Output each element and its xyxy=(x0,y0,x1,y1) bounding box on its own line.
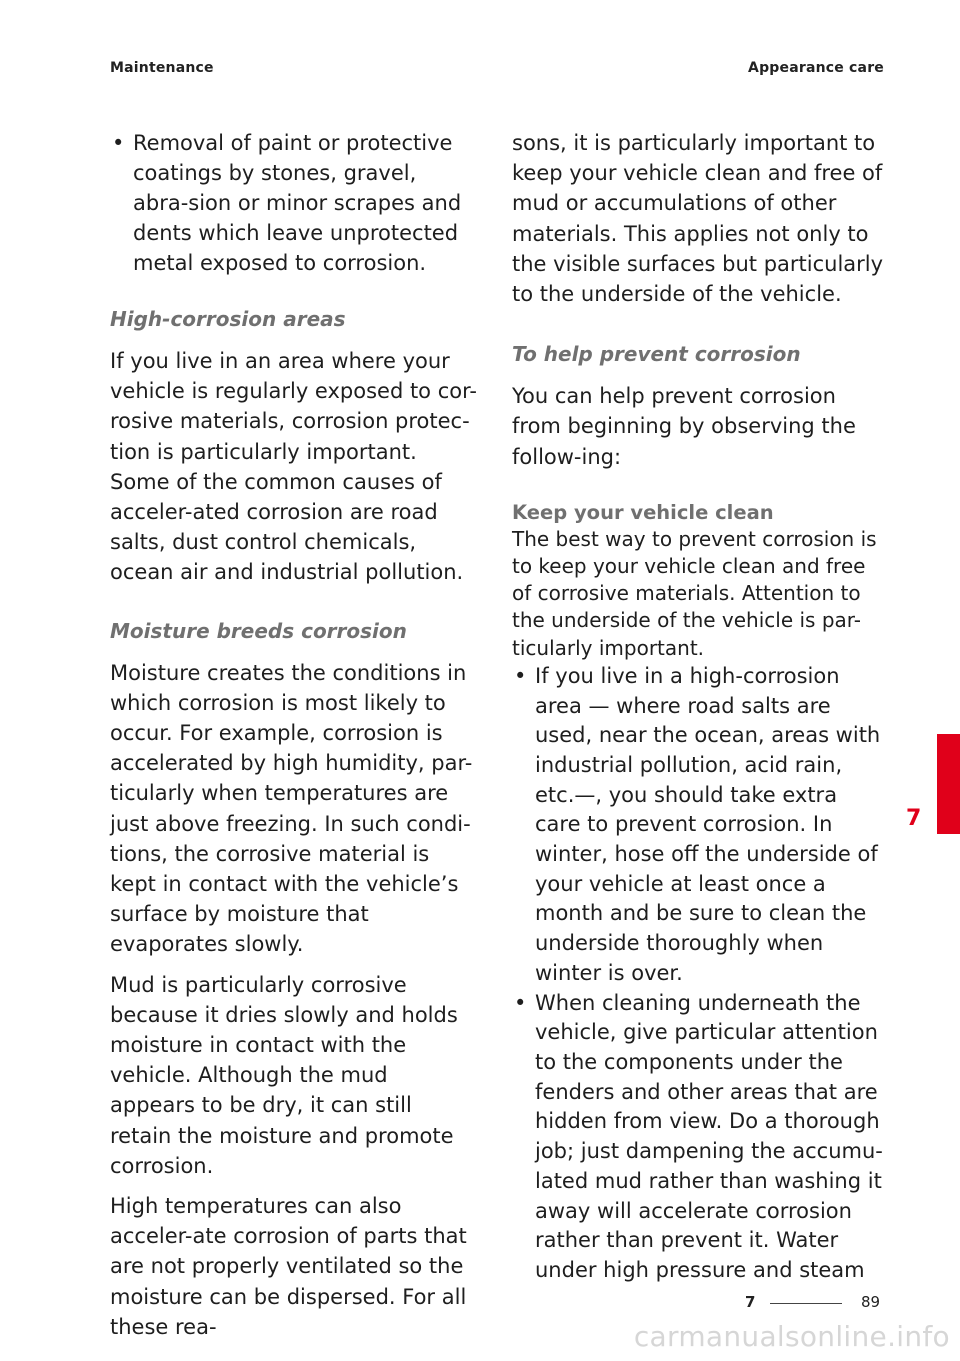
bullet-item xyxy=(110,128,478,278)
body-paragraph: You can help prevent corrosion from beginning by observing the follow-ing: xyxy=(512,384,856,469)
bullet-dot: • xyxy=(112,131,125,155)
body-paragraph: sons, it is particularly important to keep your vehicle clean and free of mud or accumulations of other materials. This applies not only to the visible surfaces but particularly to the underside of the vehicle. xyxy=(512,131,884,307)
bullet-item xyxy=(512,989,884,1286)
right-column xyxy=(512,128,884,1286)
footer-page-number: 89 xyxy=(861,1293,881,1311)
bullet-dot: • xyxy=(514,663,527,688)
bullet-text: If you live in a high-corrosion area — where road salts are used, near the ocean, areas with industrial pollution, acid rain, etc.—, you should take extra care to prevent corrosion. In winter, hose off the underside of your vehicle at least once a month and be sure to clean the underside thoroughly when winter is over. xyxy=(535,663,881,985)
subsection-heading: Keep your vehicle clean xyxy=(512,500,774,524)
footer-chapter-number: 7 xyxy=(745,1293,756,1311)
running-header-topic: Appearance care xyxy=(748,60,884,76)
watermark-text: carmanualsonline.info xyxy=(633,1320,950,1353)
body-paragraph: The best way to prevent corrosion is to keep your vehicle clean and free of corrosive materials. Attention to the underside of the vehicle is par-ticularly important. xyxy=(512,526,877,660)
body-paragraph: Mud is particularly corrosive because it dries slowly and holds moisture in contact with the vehicle. Although the mud appears to be dry, it can still retain the moisture and promote corrosion. xyxy=(110,972,458,1178)
bullet-text: When cleaning underneath the vehicle, give particular attention to the components under the fenders and other areas that are hidden from view. Do a thorough job; just dampening the accumu-lated mud rather than washing it away will accelerate corrosion rather than prevent it. Water under high pressure and steam xyxy=(535,990,883,1282)
body-paragraph: If you live in an area where your vehicle is regularly exposed to cor-rosive materials, corrosion protec-tion is particularly important. Some of the common causes of acceler-ated corrosion are road salts, dust control chemicals, ocean air and industrial pollution. xyxy=(110,349,477,585)
bullet-item xyxy=(512,662,884,989)
body-paragraph: Moisture creates the conditions in which corrosion is most likely to occur. For example, corrosion is accelerated by high humidity, par-ticularly when temperatures are just above freezing. In such condi-tions, the corrosive material is kept in contact with the vehicle’s surface by moisture that evaporates slowly. xyxy=(110,660,473,957)
body-paragraph: High temperatures can also acceler-ate corrosion of parts that are not properly ventilated so the moisture can be dispersed. For all these rea- xyxy=(110,1194,467,1339)
left-column xyxy=(110,128,478,1352)
section-heading: To help prevent corrosion xyxy=(512,342,801,367)
bullet-dot: • xyxy=(514,990,527,1015)
section-heading: Moisture breeds corrosion xyxy=(110,618,407,643)
chapter-tab-number: 7 xyxy=(906,806,922,831)
section-heading: High-corrosion areas xyxy=(110,307,346,331)
footer-divider xyxy=(770,1303,842,1304)
bullet-text: Removal of paint or protective coatings by stones, gravel, abra-sion or minor scrapes and dents which leave unprotected metal exposed to corrosion. xyxy=(133,131,462,275)
chapter-tab-marker xyxy=(937,734,960,834)
running-header-section: Maintenance xyxy=(110,60,214,76)
